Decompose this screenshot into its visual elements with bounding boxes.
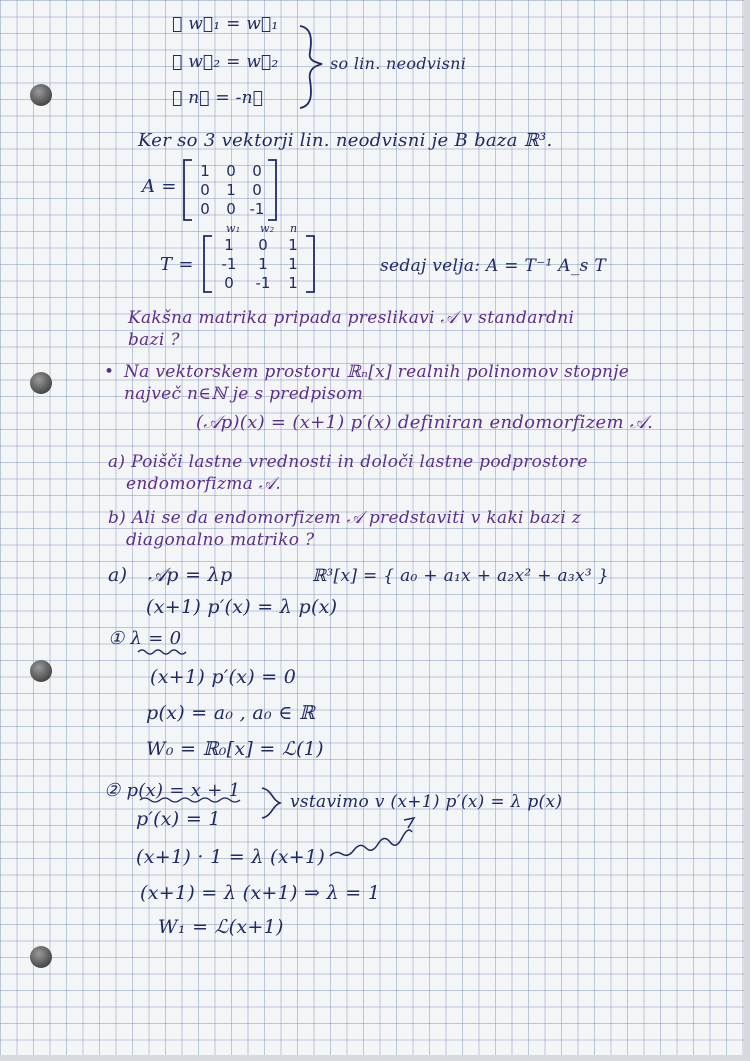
- question-line: Kakšna matrika pripada preslikavi 𝒜 v standardni: [128, 308, 575, 328]
- matrix-A-label: A =: [142, 176, 177, 197]
- matrix-A-cell: 0: [200, 181, 210, 199]
- matrix-T-header: n: [290, 222, 298, 235]
- matrix-T-cell: 1: [288, 274, 298, 292]
- matrix-T-cell: 0: [258, 236, 268, 254]
- part-b-line: diagonalno matriko ?: [126, 530, 315, 550]
- case1-line: (x+1) p′(x) = 0: [150, 666, 297, 688]
- matrix-A-cell: 0: [252, 162, 262, 180]
- case2-label: ② p(x) = x + 1: [104, 780, 241, 801]
- question-line: bazi ?: [128, 330, 180, 350]
- small-brace: [262, 788, 280, 818]
- part-a-line: a) Poišči lastne vrednosti in določi lastne podprostore: [108, 452, 588, 472]
- eigen-equation: 𝒜p = λp: [148, 564, 233, 586]
- matrix-A-cell: 1: [200, 162, 210, 180]
- polynomial-space: ℝ³[x] = { a₀ + a₁x + a₂x² + a₃x³ }: [312, 566, 609, 586]
- bullet: •: [104, 362, 115, 382]
- arrow-stroke: [330, 830, 412, 856]
- matrix-T-cell: 1: [224, 236, 234, 254]
- brace-text: so lin. neodvisni: [330, 54, 467, 73]
- matrix-T-cell: 1: [258, 255, 268, 273]
- part-b-line: b) Ali se da endomorfizem 𝒜 predstaviti v kaki bazi z: [108, 508, 582, 528]
- matrix-A-cell: 0: [226, 200, 236, 218]
- matrix-T-header: w₁: [226, 222, 241, 235]
- similarity-note: sedaj velja: A = T⁻¹ A_s T: [380, 256, 607, 276]
- case2-line: W₁ = ℒ(x+1): [158, 916, 284, 938]
- matrix-A-cell: 1: [226, 181, 236, 199]
- problem-line: največ n∈ℕ je s predpisom: [124, 384, 364, 404]
- matrix-T-cell: 1: [288, 236, 298, 254]
- case2-arrow-text: vstavimo v (x+1) p′(x) = λ p(x): [290, 792, 563, 812]
- eq-w2: 𝒜 w⃗₂ = w⃗₂: [172, 52, 279, 72]
- eq-w1: 𝒜 w⃗₁ = w⃗₁: [172, 14, 279, 34]
- arrow-head: [404, 818, 414, 828]
- matrix-A-cell: 0: [252, 181, 262, 199]
- matrix-T-header: w₂: [260, 222, 275, 235]
- case1-line: p(x) = a₀ , a₀ ∈ ℝ: [146, 702, 316, 724]
- matrix-T-cell: 1: [288, 255, 298, 273]
- matrix-T-label: T =: [160, 254, 194, 275]
- solution-label: a): [108, 564, 128, 586]
- right-brace: [300, 26, 322, 108]
- matrix-A-cell: 0: [200, 200, 210, 218]
- matrix-A: [190, 160, 274, 222]
- case2-line: p′(x) = 1: [136, 808, 221, 830]
- matrix-T-cell: -1: [255, 274, 271, 292]
- part-a-line: endomorfizma 𝒜.: [126, 474, 281, 494]
- problem-line: Na vektorskem prostoru ℝₙ[x] realnih polinomov stopnje: [124, 362, 630, 382]
- eigen-equation-expanded: (x+1) p′(x) = λ p(x): [146, 596, 338, 618]
- case2-line: (x+1) = λ (x+1) ⇒ λ = 1: [140, 882, 381, 904]
- case1-line: W₀ = ℝ₀[x] = ℒ(1): [146, 738, 324, 760]
- problem-definition: (𝒜p)(x) = (x+1) p′(x) definiran endomorfizem 𝒜.: [196, 412, 654, 433]
- matrix-A-cell: -1: [249, 200, 265, 218]
- matrix-T: [210, 236, 310, 294]
- case1-label: ① λ = 0: [108, 628, 182, 649]
- matrix-T-cell: -1: [221, 255, 237, 273]
- matrix-A-cell: 0: [226, 162, 236, 180]
- basis-sentence: Ker so 3 vektorji lin. neodvisni je B baza ℝ³.: [138, 130, 553, 151]
- case2-line: (x+1) · 1 = λ (x+1): [136, 846, 326, 868]
- eq-n: 𝒜 n⃗ = -n⃗: [172, 88, 264, 108]
- matrix-T-cell: 0: [224, 274, 234, 292]
- wavy-underline: [138, 650, 186, 654]
